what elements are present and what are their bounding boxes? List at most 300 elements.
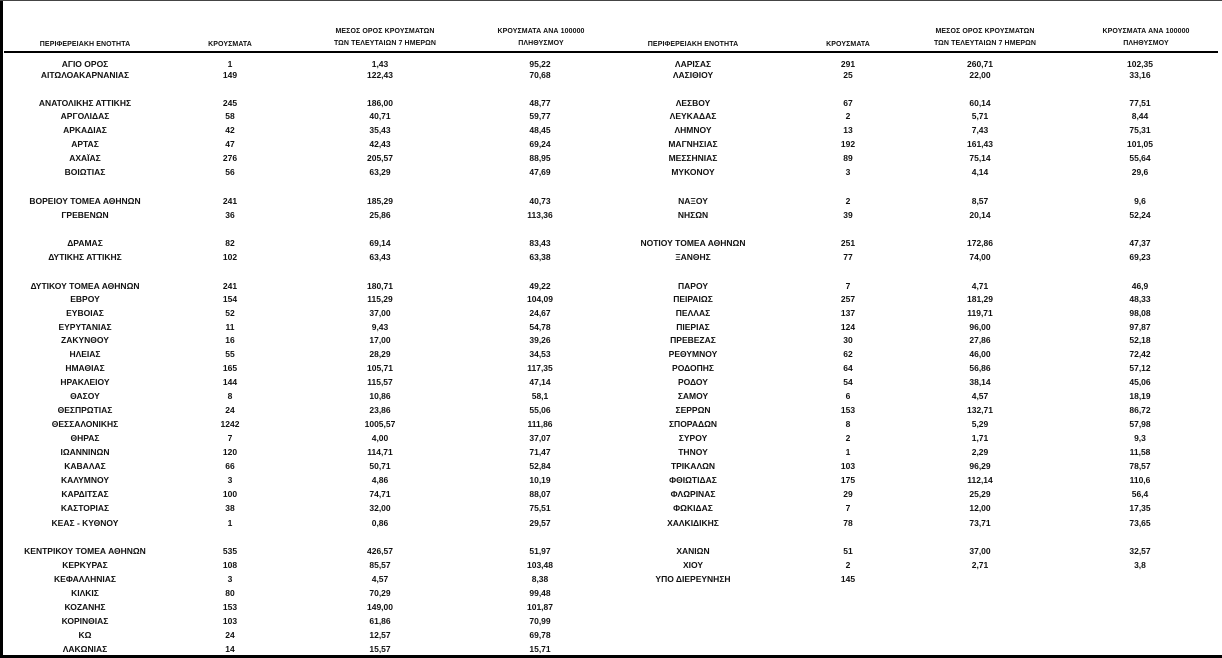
avg-7day-value: 25,86 xyxy=(369,210,391,220)
per100k-value: 59,77 xyxy=(529,111,551,121)
per100k-value: 8,38 xyxy=(531,574,549,584)
avg-7day-value: 96,29 xyxy=(969,461,991,471)
avg-7day-value: 105,71 xyxy=(367,363,393,373)
cases-value: 7 xyxy=(227,433,233,443)
cases-value: 30 xyxy=(843,335,853,345)
cases-value: 241 xyxy=(222,281,238,291)
per100k-value: 57,12 xyxy=(1129,363,1151,373)
region-name: ΛΑΚΩΝΙΑΣ xyxy=(62,644,108,654)
per100k-value: 24,67 xyxy=(529,308,551,318)
region-name: ΡΟΔΟΠΗΣ xyxy=(672,363,714,373)
region-name: ΕΥΒΟΙΑΣ xyxy=(66,308,104,318)
per100k-value: 34,53 xyxy=(529,349,551,359)
header-per100k-line2: ΠΛΗΘΥΣΜΟΥ xyxy=(1123,40,1169,47)
region-name: ΝΑΞΟΥ xyxy=(678,196,708,206)
region-name: ΘΑΣΟΥ xyxy=(70,391,100,401)
per100k-value: 86,72 xyxy=(1129,405,1151,415)
per100k-value: 32,57 xyxy=(1129,546,1151,556)
avg-7day-value: 56,86 xyxy=(969,363,991,373)
avg-7day-value: 25,29 xyxy=(969,489,991,499)
avg-7day-value: 149,00 xyxy=(367,602,393,612)
region-name: ΠΑΡΟΥ xyxy=(678,281,708,291)
per100k-value: 88,07 xyxy=(529,489,551,499)
per100k-value: 8,44 xyxy=(1131,111,1149,121)
avg-7day-value: 85,57 xyxy=(369,560,391,570)
avg-7day-value: 1,71 xyxy=(971,433,989,443)
avg-7day-value: 115,57 xyxy=(367,377,393,387)
avg-7day-value: 20,14 xyxy=(969,210,991,220)
cases-value: 47 xyxy=(225,139,235,149)
per100k-value: 15,71 xyxy=(529,644,551,654)
per100k-value: 88,95 xyxy=(529,153,551,163)
region-name: ΕΒΡΟΥ xyxy=(70,294,100,304)
cases-value: 39 xyxy=(843,210,853,220)
per100k-value: 103,48 xyxy=(527,560,553,570)
cases-value: 1 xyxy=(227,518,233,528)
per100k-value: 70,68 xyxy=(529,70,551,80)
cases-value: 145 xyxy=(840,574,856,584)
cases-value: 103 xyxy=(222,616,238,626)
per100k-value: 99,48 xyxy=(529,588,551,598)
region-name: ΓΡΕΒΕΝΩΝ xyxy=(61,210,109,220)
cases-value: 67 xyxy=(843,98,853,108)
per100k-value: 55,06 xyxy=(529,405,551,415)
region-name: ΜΕΣΣΗΝΙΑΣ xyxy=(668,153,718,163)
per100k-value: 95,22 xyxy=(529,59,551,69)
region-name: ΧΑΛΚΙΔΙΚΗΣ xyxy=(667,518,719,528)
region-name: ΚΕΦΑΛΛΗΝΙΑΣ xyxy=(54,574,116,584)
cases-value: 62 xyxy=(843,349,853,359)
cases-value: 16 xyxy=(225,335,235,345)
region-name: ΤΗΝΟΥ xyxy=(678,447,708,457)
cases-value: 175 xyxy=(840,475,856,485)
per100k-value: 69,24 xyxy=(529,139,551,149)
avg-7day-value: 172,86 xyxy=(967,238,993,248)
header-cases-left: ΚΡΟΥΣΜΑΤΑ xyxy=(208,41,252,48)
cases-value: 2 xyxy=(845,111,851,121)
region-name: ΑΡΤΑΣ xyxy=(71,139,99,149)
region-name: ΚΑΛΥΜΝΟΥ xyxy=(60,475,110,485)
region-name: ΔΥΤΙΚΟΥ ΤΟΜΕΑ ΑΘΗΝΩΝ xyxy=(30,281,140,291)
avg-7day-value: 74,71 xyxy=(369,489,391,499)
region-name: ΗΜΑΘΙΑΣ xyxy=(65,363,105,373)
per100k-value: 110,6 xyxy=(1129,475,1151,485)
header-per100k-line2: ΠΛΗΘΥΣΜΟΥ xyxy=(518,40,564,47)
region-name: ΛΑΡΙΣΑΣ xyxy=(674,59,712,69)
per100k-value: 75,31 xyxy=(1129,125,1151,135)
region-name: ΛΗΜΝΟΥ xyxy=(674,125,712,135)
region-name: ΧΙΟΥ xyxy=(682,560,704,570)
cases-value: 29 xyxy=(843,489,853,499)
per100k-value: 70,99 xyxy=(529,616,551,626)
region-name: ΝΗΣΩΝ xyxy=(677,210,709,220)
cases-value: 245 xyxy=(222,98,238,108)
header-avg-line1: ΜΕΣΟΣ ΟΡΟΣ ΚΡΟΥΣΜΑΤΩΝ xyxy=(335,28,435,35)
avg-7day-value: 37,00 xyxy=(969,546,991,556)
cases-value: 11 xyxy=(225,322,235,332)
region-name: ΔΡΑΜΑΣ xyxy=(67,238,103,248)
region-name: ΚΕΝΤΡΙΚΟΥ ΤΟΜΕΑ ΑΘΗΝΩΝ xyxy=(24,546,146,556)
header-region-right: ΠΕΡΙΦΕΡΕΙΑΚΗ ΕΝΟΤΗΤΑ xyxy=(647,41,739,48)
per100k-value: 83,43 xyxy=(529,238,551,248)
cases-value: 7 xyxy=(845,281,851,291)
region-name: ΞΑΝΘΗΣ xyxy=(675,252,711,262)
region-name: ΣΠΟΡΑΔΩΝ xyxy=(668,419,718,429)
cases-value: 2 xyxy=(845,560,851,570)
avg-7day-value: 132,71 xyxy=(967,405,993,415)
cases-value: 1242 xyxy=(220,419,240,429)
per100k-value: 113,36 xyxy=(527,210,553,220)
region-name: ΝΟΤΙΟΥ ΤΟΜΕΑ ΑΘΗΝΩΝ xyxy=(640,238,746,248)
cases-value: 51 xyxy=(843,546,853,556)
cases-value: 241 xyxy=(222,196,238,206)
per100k-value: 47,69 xyxy=(529,167,551,177)
region-name: ΣΥΡΟΥ xyxy=(678,433,708,443)
per100k-value: 111,86 xyxy=(527,419,553,429)
cases-value: 89 xyxy=(843,153,853,163)
avg-7day-value: 114,71 xyxy=(367,447,393,457)
cases-value: 64 xyxy=(843,363,853,373)
avg-7day-value: 122,43 xyxy=(367,70,393,80)
cases-value: 8 xyxy=(227,391,233,401)
per100k-value: 52,84 xyxy=(529,461,551,471)
header-avg-line2: ΤΩΝ ΤΕΛΕΥΤΑΙΩΝ 7 ΗΜΕΡΩΝ xyxy=(333,40,437,47)
region-name: ΧΑΝΙΩΝ xyxy=(676,546,710,556)
region-name: ΠΕΙΡΑΙΩΣ xyxy=(673,294,713,304)
per100k-value: 98,08 xyxy=(1129,308,1151,318)
per100k-value: 63,38 xyxy=(529,252,551,262)
avg-7day-value: 8,57 xyxy=(971,196,989,206)
per100k-value: 101,87 xyxy=(527,602,553,612)
cases-value: 1 xyxy=(845,447,851,457)
cases-value: 7 xyxy=(845,503,851,513)
cases-value: 1 xyxy=(227,59,233,69)
cases-value: 100 xyxy=(222,489,238,499)
cases-value: 149 xyxy=(222,70,238,80)
avg-7day-value: 2,71 xyxy=(971,560,989,570)
region-name: ΜΑΓΝΗΣΙΑΣ xyxy=(668,139,718,149)
region-name: ΠΕΛΛΑΣ xyxy=(675,308,711,318)
cases-value: 291 xyxy=(840,59,856,69)
cases-value: 38 xyxy=(225,503,235,513)
avg-7day-value: 69,14 xyxy=(369,238,391,248)
avg-7day-value: 12,57 xyxy=(369,630,391,640)
region-name: ΜΥΚΟΝΟΥ xyxy=(671,167,715,177)
per100k-value: 49,22 xyxy=(529,281,551,291)
avg-7day-value: 40,71 xyxy=(369,111,391,121)
cases-value: 251 xyxy=(840,238,856,248)
cases-value: 144 xyxy=(222,377,238,387)
region-name: ΑΡΓΟΛΙΔΑΣ xyxy=(60,111,110,121)
per100k-value: 29,6 xyxy=(1131,167,1149,177)
region-name: ΚΑΣΤΟΡΙΑΣ xyxy=(60,503,110,513)
cases-value: 165 xyxy=(222,363,238,373)
region-name: ΛΕΣΒΟΥ xyxy=(675,98,711,108)
region-name: ΤΡΙΚΑΛΩΝ xyxy=(670,461,716,471)
header-avg-left xyxy=(320,27,450,48)
cases-value: 108 xyxy=(222,560,238,570)
region-name: ΙΩΑΝΝΙΝΩΝ xyxy=(60,447,110,457)
avg-7day-value: 32,00 xyxy=(369,503,391,513)
header-avg-line1: ΜΕΣΟΣ ΟΡΟΣ ΚΡΟΥΣΜΑΤΩΝ xyxy=(935,28,1035,35)
cases-value: 8 xyxy=(845,419,851,429)
cases-value: 154 xyxy=(222,294,238,304)
avg-7day-value: 50,71 xyxy=(369,461,391,471)
avg-7day-value: 73,71 xyxy=(969,518,991,528)
cases-value: 77 xyxy=(843,252,853,262)
region-name: ΦΛΩΡΙΝΑΣ xyxy=(670,489,716,499)
per100k-value: 75,51 xyxy=(529,503,551,513)
per100k-value: 72,42 xyxy=(1129,349,1151,359)
per100k-value: 104,09 xyxy=(527,294,553,304)
region-name: ΡΕΘΥΜΝΟΥ xyxy=(668,349,718,359)
avg-7day-value: 4,14 xyxy=(971,167,989,177)
cases-value: 66 xyxy=(225,461,235,471)
region-name: ΖΑΚΥΝΘΟΥ xyxy=(61,335,109,345)
header-avg-right xyxy=(920,27,1050,48)
per100k-value: 17,35 xyxy=(1129,503,1151,513)
per100k-value: 69,78 xyxy=(529,630,551,640)
per100k-value: 71,47 xyxy=(529,447,551,457)
avg-7day-value: 10,86 xyxy=(369,391,391,401)
cases-value: 24 xyxy=(225,405,235,415)
header-avg-line2: ΤΩΝ ΤΕΛΕΥΤΑΙΩΝ 7 ΗΜΕΡΩΝ xyxy=(933,40,1037,47)
cases-value: 276 xyxy=(222,153,238,163)
cases-value: 535 xyxy=(222,546,238,556)
region-name: ΚΩ xyxy=(78,630,92,640)
avg-7day-value: 37,00 xyxy=(369,308,391,318)
cases-value: 6 xyxy=(845,391,851,401)
region-name: ΠΡΕΒΕΖΑΣ xyxy=(670,335,716,345)
region-name: ΑΧΑΪΑΣ xyxy=(69,153,101,163)
per100k-value: 39,26 xyxy=(529,335,551,345)
cases-value: 3 xyxy=(227,574,233,584)
cases-value: 192 xyxy=(840,139,856,149)
header-per100k-line1: ΚΡΟΥΣΜΑΤΑ ΑΝΑ 100000 xyxy=(497,28,585,35)
cases-value: 102 xyxy=(222,252,238,262)
per100k-value: 55,64 xyxy=(1129,153,1151,163)
per100k-value: 47,14 xyxy=(529,377,551,387)
cases-value: 52 xyxy=(225,308,235,318)
region-name: ΚΕΡΚΥΡΑΣ xyxy=(62,560,108,570)
per100k-value: 46,9 xyxy=(1131,281,1149,291)
top-border xyxy=(0,0,1222,1)
avg-7day-value: 260,71 xyxy=(967,59,993,69)
avg-7day-value: 5,29 xyxy=(971,419,989,429)
avg-7day-value: 61,86 xyxy=(369,616,391,626)
per100k-value: 45,06 xyxy=(1129,377,1151,387)
per100k-value: 29,57 xyxy=(529,518,551,528)
region-name: ΚΟΡΙΝΘΙΑΣ xyxy=(61,616,109,626)
avg-7day-value: 1005,57 xyxy=(364,419,396,429)
per100k-value: 47,37 xyxy=(1129,238,1151,248)
region-name: ΚΙΛΚΙΣ xyxy=(71,588,99,598)
avg-7day-value: 426,57 xyxy=(367,546,393,556)
region-name: ΚΕΑΣ - ΚΥΘΝΟΥ xyxy=(51,518,119,528)
per100k-value: 52,18 xyxy=(1129,335,1151,345)
region-name: ΣΑΜΟΥ xyxy=(677,391,709,401)
avg-7day-value: 4,57 xyxy=(371,574,389,584)
cases-value: 153 xyxy=(222,602,238,612)
per100k-value: 117,35 xyxy=(527,363,553,373)
cases-value: 103 xyxy=(840,461,856,471)
per100k-value: 97,87 xyxy=(1129,322,1151,332)
cases-value: 36 xyxy=(225,210,235,220)
cases-value: 2 xyxy=(845,196,851,206)
avg-7day-value: 60,14 xyxy=(969,98,991,108)
per100k-value: 54,78 xyxy=(529,322,551,332)
region-name: ΚΟΖΑΝΗΣ xyxy=(64,602,106,612)
avg-7day-value: 23,86 xyxy=(369,405,391,415)
avg-7day-value: 46,00 xyxy=(969,349,991,359)
per100k-value: 18,19 xyxy=(1129,391,1151,401)
header-per100k-line1: ΚΡΟΥΣΜΑΤΑ ΑΝΑ 100000 xyxy=(1102,28,1190,35)
cases-value: 24 xyxy=(225,630,235,640)
avg-7day-value: 205,57 xyxy=(367,153,393,163)
cases-value: 80 xyxy=(225,588,235,598)
region-name: ΘΕΣΣΑΛΟΝΙΚΗΣ xyxy=(51,419,119,429)
region-name: ΦΘΙΩΤΙΔΑΣ xyxy=(669,475,717,485)
per100k-value: 69,23 xyxy=(1129,252,1151,262)
cases-value: 2 xyxy=(845,433,851,443)
avg-7day-value: 180,71 xyxy=(367,281,393,291)
region-name: ΠΙΕΡΙΑΣ xyxy=(676,322,710,332)
cases-value: 58 xyxy=(225,111,235,121)
cases-value: 13 xyxy=(843,125,853,135)
per100k-value: 48,33 xyxy=(1129,294,1151,304)
per100k-value: 51,97 xyxy=(529,546,551,556)
region-name: ΦΩΚΙΔΑΣ xyxy=(673,503,713,513)
avg-7day-value: 15,57 xyxy=(369,644,391,654)
avg-7day-value: 35,43 xyxy=(369,125,391,135)
per100k-value: 101,05 xyxy=(1127,139,1153,149)
per100k-value: 48,77 xyxy=(529,98,551,108)
cases-value: 3 xyxy=(845,167,851,177)
cases-value: 153 xyxy=(840,405,856,415)
cases-value: 56 xyxy=(225,167,235,177)
per100k-value: 78,57 xyxy=(1129,461,1151,471)
avg-7day-value: 22,00 xyxy=(969,70,991,80)
per100k-value: 33,16 xyxy=(1129,70,1151,80)
region-name: ΒΟΙΩΤΙΑΣ xyxy=(64,167,106,177)
per100k-value: 52,24 xyxy=(1129,210,1151,220)
avg-7day-value: 63,29 xyxy=(369,167,391,177)
region-name: ΛΑΣΙΘΙΟΥ xyxy=(672,70,714,80)
avg-7day-value: 5,71 xyxy=(971,111,989,121)
avg-7day-value: 4,86 xyxy=(371,475,389,485)
avg-7day-value: 17,00 xyxy=(369,335,391,345)
avg-7day-value: 7,43 xyxy=(971,125,989,135)
region-name: ΥΠΟ ΔΙΕΡΕΥΝΗΣΗ xyxy=(655,574,731,584)
per100k-value: 48,45 xyxy=(529,125,551,135)
region-name: ΔΥΤΙΚΗΣ ΑΤΤΙΚΗΣ xyxy=(48,252,122,262)
avg-7day-value: 27,86 xyxy=(969,335,991,345)
per100k-value: 40,73 xyxy=(529,196,551,206)
per100k-value: 9,6 xyxy=(1134,196,1146,206)
avg-7day-value: 2,29 xyxy=(971,447,989,457)
avg-7day-value: 12,00 xyxy=(969,503,991,513)
avg-7day-value: 119,71 xyxy=(967,308,993,318)
cases-value: 120 xyxy=(222,447,238,457)
avg-7day-value: 161,43 xyxy=(967,139,993,149)
header-per100k-left xyxy=(476,27,606,48)
cases-value: 54 xyxy=(843,377,853,387)
per100k-value: 56,4 xyxy=(1131,489,1149,499)
per100k-value: 102,35 xyxy=(1127,59,1153,69)
per100k-value: 10,19 xyxy=(529,475,551,485)
per100k-value: 9,3 xyxy=(1134,433,1146,443)
region-name: ΚΑΡΔΙΤΣΑΣ xyxy=(61,489,109,499)
cases-value: 3 xyxy=(227,475,233,485)
region-name: ΑΝΑΤΟΛΙΚΗΣ ΑΤΤΙΚΗΣ xyxy=(38,98,132,108)
region-name: ΡΟΔΟΥ xyxy=(678,377,708,387)
avg-7day-value: 63,43 xyxy=(369,252,391,262)
per100k-value: 73,65 xyxy=(1129,518,1151,528)
cases-value: 55 xyxy=(225,349,235,359)
avg-7day-value: 1,43 xyxy=(371,59,389,69)
header-rule xyxy=(4,51,1218,53)
per100k-value: 77,51 xyxy=(1129,98,1151,108)
header-cases-right: ΚΡΟΥΣΜΑΤΑ xyxy=(826,41,870,48)
avg-7day-value: 96,00 xyxy=(969,322,991,332)
region-name: ΒΟΡΕΙΟΥ ΤΟΜΕΑ ΑΘΗΝΩΝ xyxy=(29,196,141,206)
region-name: ΗΡΑΚΛΕΙΟΥ xyxy=(60,377,110,387)
region-name: ΛΕΥΚΑΔΑΣ xyxy=(669,111,717,121)
avg-7day-value: 186,00 xyxy=(367,98,393,108)
region-name: ΘΕΣΠΡΩΤΙΑΣ xyxy=(57,405,113,415)
cases-value: 82 xyxy=(225,238,235,248)
per100k-value: 57,98 xyxy=(1129,419,1151,429)
avg-7day-value: 74,00 xyxy=(969,252,991,262)
avg-7day-value: 70,29 xyxy=(369,588,391,598)
per100k-value: 3,8 xyxy=(1134,560,1146,570)
avg-7day-value: 75,14 xyxy=(969,153,991,163)
avg-7day-value: 38,14 xyxy=(969,377,991,387)
region-name: ΕΥΡΥΤΑΝΙΑΣ xyxy=(58,322,112,332)
avg-7day-value: 42,43 xyxy=(369,139,391,149)
region-name: ΑΡΚΑΔΙΑΣ xyxy=(63,125,107,135)
cases-value: 25 xyxy=(843,70,853,80)
avg-7day-value: 4,00 xyxy=(371,433,389,443)
region-name: ΗΛΕΙΑΣ xyxy=(69,349,101,359)
avg-7day-value: 0,86 xyxy=(371,518,389,528)
avg-7day-value: 4,57 xyxy=(971,391,989,401)
cases-value: 42 xyxy=(225,125,235,135)
cases-value: 137 xyxy=(840,308,856,318)
avg-7day-value: 181,29 xyxy=(967,294,993,304)
avg-7day-value: 112,14 xyxy=(967,475,993,485)
cases-value: 14 xyxy=(225,644,235,654)
avg-7day-value: 185,29 xyxy=(367,196,393,206)
avg-7day-value: 4,71 xyxy=(971,281,989,291)
cases-value: 124 xyxy=(840,322,856,332)
region-name: ΚΑΒΑΛΑΣ xyxy=(64,461,106,471)
avg-7day-value: 28,29 xyxy=(369,349,391,359)
avg-7day-value: 115,29 xyxy=(367,294,393,304)
header-per100k-right xyxy=(1080,27,1212,48)
per100k-value: 58,1 xyxy=(531,391,549,401)
avg-7day-value: 9,43 xyxy=(371,322,389,332)
per100k-value: 11,58 xyxy=(1129,447,1151,457)
region-name: ΑΙΤΩΛΟΑΚΑΡΝΑΝΙΑΣ xyxy=(40,70,130,80)
cases-value: 257 xyxy=(840,294,856,304)
region-name: ΑΓΙΟ ΟΡΟΣ xyxy=(61,59,109,69)
per100k-value: 37,07 xyxy=(529,433,551,443)
region-name: ΣΕΡΡΩΝ xyxy=(675,405,711,415)
header-region-left: ΠΕΡΙΦΕΡΕΙΑΚΗ ΕΝΟΤΗΤΑ xyxy=(39,41,131,48)
region-name: ΘΗΡΑΣ xyxy=(70,433,100,443)
cases-value: 78 xyxy=(843,518,853,528)
